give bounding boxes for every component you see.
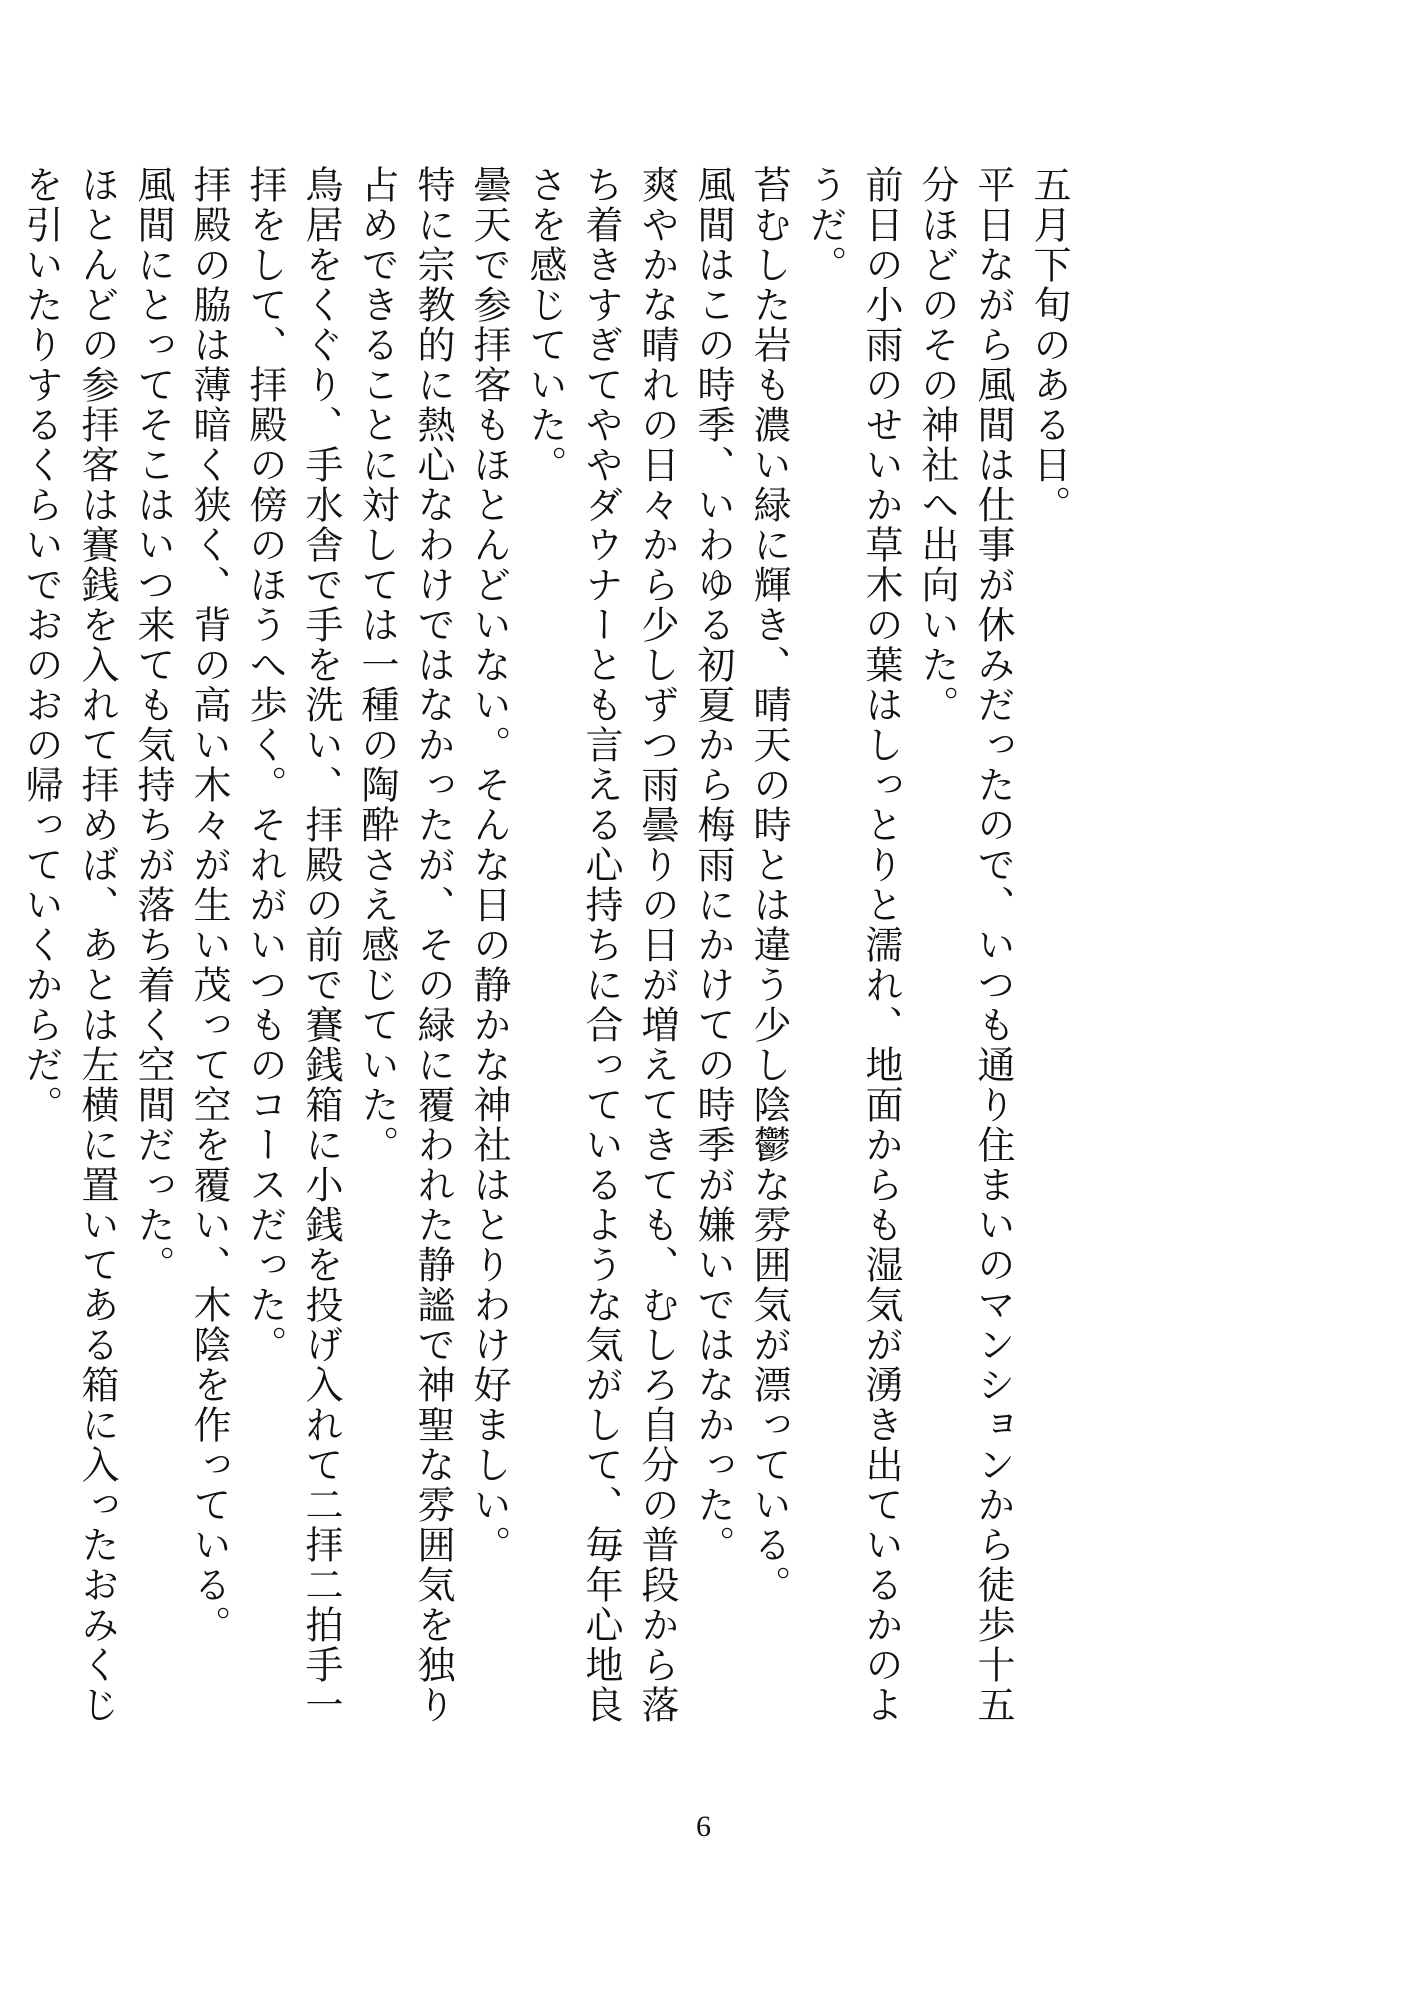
- text-line-13: 風間にとってそこはいつ来ても気持ちが落ち着く空間だった。: [131, 165, 175, 1285]
- text-line-14: ほとんどの参拝客は賽銭を入れて拝めば、あとは左横に置いてある箱に入ったおみくじを引いたりするくらいでおのおの帰っていくからだ。: [19, 165, 119, 1725]
- text-line-2: 平日ながら風間は仕事が休みだったので、いつも通り住まいのマンションから徒歩十五分ほどのその神社へ出向いた。: [915, 165, 1015, 1725]
- text-line-4: 苔むした岩も濃い緑に輝き、晴天の時とは違う少し陰鬱な雰囲気が漂っている。: [747, 165, 791, 1605]
- page-number: 6: [696, 1810, 711, 1843]
- text-line-10: 鳥居をくぐり、手水舎で手を洗い、拝殿の前で賽銭箱に小銭を投げ入れて二拝二拍手一拝をして、拝殿の傍のほうへ歩く。それがいつものコースだった。: [243, 165, 343, 1725]
- text-line-8: 曇天で参拝客もほとんどいない。そんな日の静かな神社はとりわけ好ましい。: [467, 165, 511, 1565]
- text-line-1: 五月下旬のある日。: [1027, 165, 1071, 525]
- text-line-3: 前日の小雨のせいか草木の葉はしっとりと濡れ、地面からも湿気が湧き出ているかのようだ。: [803, 165, 903, 1725]
- text-line-7: 爽やかな晴れの日々から少しずつ雨曇りの日が増えてきても、むしろ自分の普段から落ち着きすぎてややダウナーとも言える心持ちに合っているような気がして、毎年心地良さを感じていた。: [523, 165, 679, 1725]
- vertical-text-body: [19, 165, 1077, 1755]
- text-line-6: 風間はこの時季、いわゆる初夏から梅雨にかけての時季が嫌いではなかった。: [691, 165, 735, 1565]
- text-line-9: 特に宗教的に熱心なわけではなかったが、その緑に覆われた静謐で神聖な雰囲気を独り占めできることに対しては一種の陶酔さえ感じていた。: [355, 165, 455, 1725]
- text-line-12: 拝殿の脇は薄暗く狭く、背の高い木々が生い茂って空を覆い、木陰を作っている。: [187, 165, 231, 1645]
